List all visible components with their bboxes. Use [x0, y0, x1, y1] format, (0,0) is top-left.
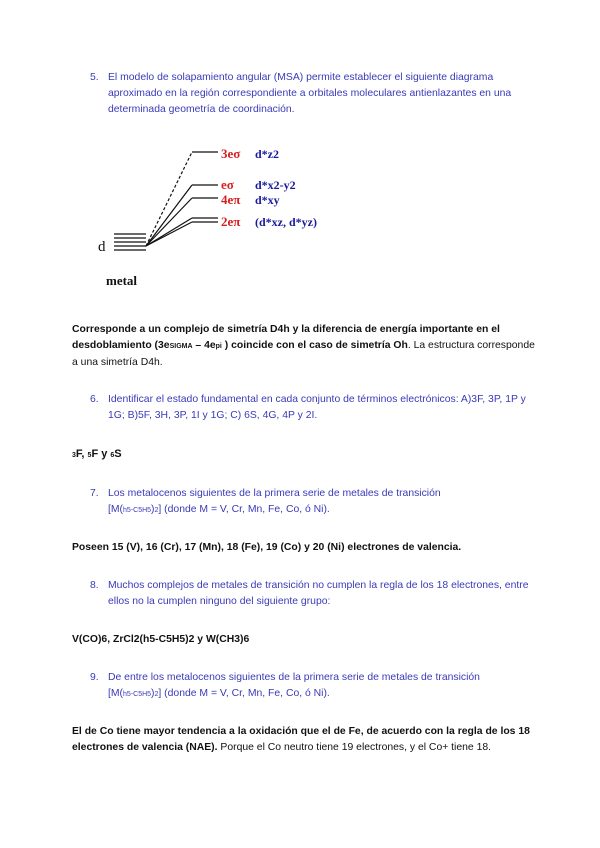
question-text — [108, 486, 530, 519]
question-6 — [90, 392, 530, 424]
term-multiplicity-2: 5 — [87, 452, 92, 459]
level-energy-3: 4eπ — [221, 192, 241, 207]
answer-5-bold-part-1: Corresponde a un complejo de simetría D4h y la diferencia de energía importante en el desdoblamiento (3e — [72, 324, 500, 351]
answer-9 — [72, 724, 542, 756]
term-multiplicity-3: 6 — [110, 452, 115, 459]
question-number: 7. — [90, 488, 99, 499]
question-number: 8. — [90, 580, 99, 591]
level-energy-2: eσ — [221, 177, 234, 192]
formula-tail: ] (donde M = V, Cr, Mn, Fe, Co, ó Ni). — [158, 688, 330, 699]
question-8 — [90, 578, 530, 610]
term-2: F y — [91, 448, 111, 460]
term-multiplicity-1: 3 — [72, 452, 76, 459]
term-1: F, — [75, 448, 88, 460]
answer-5 — [72, 322, 542, 371]
d-label: d — [98, 239, 106, 255]
question-5 — [90, 70, 530, 118]
level-energy-4: 2eπ — [221, 214, 241, 229]
connecting-lines — [146, 152, 192, 246]
term-3: S — [114, 448, 122, 460]
formula-close-paren: ) — [151, 688, 155, 699]
question-9 — [90, 670, 530, 703]
answer-6 — [72, 446, 542, 464]
metal-label: metal — [106, 273, 138, 288]
question-text: Muchos complejos de metales de transición no cumplen la regla de los 18 electrones, entre ellos no la cumplen ninguno del siguiente grupo: — [108, 580, 529, 607]
question-7 — [90, 486, 530, 519]
question-line-1: Los metalocenos siguientes de la primera serie de metales de transición — [108, 488, 441, 499]
question-number: 5. — [90, 72, 99, 83]
question-number: 9. — [90, 672, 99, 683]
answer-9-plain: Porque el Co neutro tiene 19 electrones, y el Co+ tiene 18. — [217, 742, 492, 753]
formula-count: 2 — [154, 507, 159, 514]
level-orbital-1: d*z2 — [255, 147, 279, 161]
level-lines — [192, 152, 218, 222]
formula-count: 2 — [154, 691, 159, 698]
question-text: Identificar el estado fundamental en cada conjunto de términos electrónicos: A)3F, 3P, 1P y 1G; B)5F, 3H, 3P, 1I y 1G; C) 6S, 4G, 4P y 2I. — [108, 394, 526, 421]
answer-5-plain: . La estructura corresponde a una simetría D4h. — [72, 340, 535, 368]
level-energy-1: 3eσ — [221, 146, 241, 161]
answer-5-subscript-sigma: SIGMA — [169, 343, 193, 350]
answer-7: Poseen 15 (V), 16 (Cr), 17 (Mn), 18 (Fe), 19 (Co) y 20 (Ni) electrones de valencia. — [72, 542, 462, 553]
answer-9-bold: El de Co tiene mayor tendencia a la oxidación que el de Fe, de acuerdo con la regla de los 18 electrones de valencia (NAE). — [72, 726, 530, 753]
answer-5-subscript-pi: pi — [215, 343, 222, 350]
level-orbital-4: (d*xz, d*yz) — [255, 215, 317, 229]
answer-8: V(CO)6, ZrCl2(h5-C5H5)2 y W(CH3)6 — [72, 634, 250, 645]
question-line-1: De entre los metalocenos siguientes de la primera serie de metales de transición — [108, 672, 480, 683]
formula-ligand: h5-C5H5 — [123, 691, 152, 698]
level-orbital-2: d*x2-y2 — [255, 178, 296, 192]
mo-energy-diagram — [90, 140, 350, 300]
question-text: El modelo de solapamiento angular (MSA) permite establecer el siguiente diagrama aproximado en la región correspondiente a orbitales moleculares antienlazantes en una determinada geometría de coordinación. — [108, 72, 512, 115]
formula-ligand: h5-C5H5 — [123, 507, 152, 514]
formula-open: [M( — [108, 688, 124, 699]
answer-5-bold-mid: – 4e — [192, 340, 216, 351]
d-orbital-stack — [114, 234, 146, 250]
formula-open: [M( — [108, 504, 124, 515]
question-number: 6. — [90, 394, 99, 405]
formula-tail: ] (donde M = V, Cr, Mn, Fe, Co, ó Ni). — [158, 504, 330, 515]
answer-5-bold-part-2: ) coincide con el caso de simetría Oh — [221, 340, 408, 351]
question-text — [108, 670, 530, 703]
level-orbital-3: d*xy — [255, 193, 280, 207]
formula-close-paren: ) — [151, 504, 155, 515]
